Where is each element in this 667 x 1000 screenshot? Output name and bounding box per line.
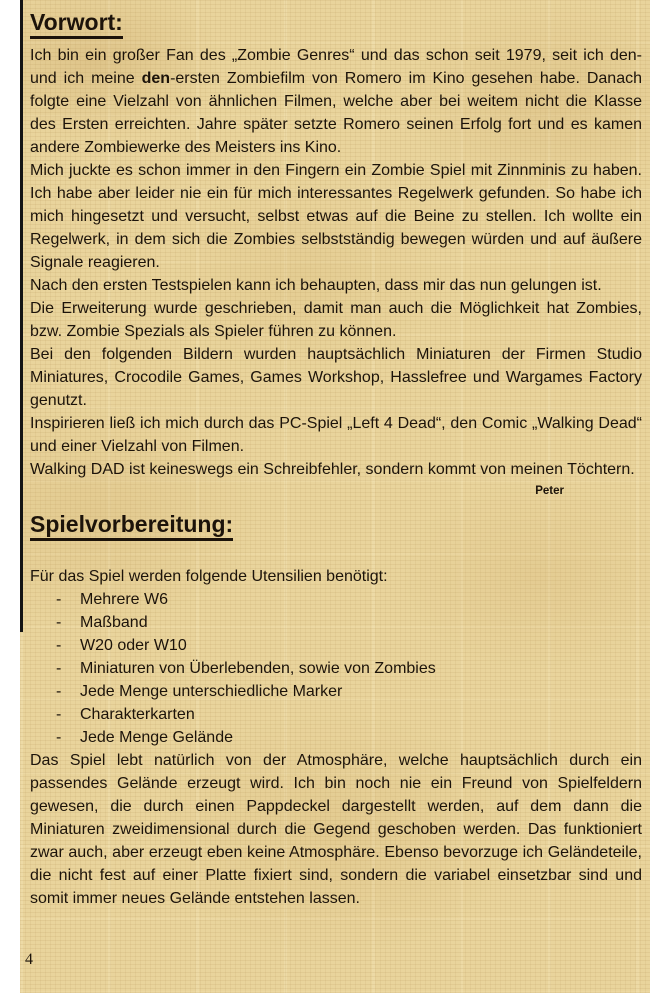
dash-marker: - <box>56 637 62 654</box>
heading-text: Vorwort: <box>30 9 123 39</box>
dash-marker: - <box>56 591 62 608</box>
vorwort-paragraph-3: Nach den ersten Testspielen kann ich behaupten, dass mir das nun gelungen ist. <box>30 277 602 294</box>
vorwort-paragraph-6: Inspirieren ließ ich mich durch das PC-Spiel „Left 4 Dead“, den Comic „Walking Dead“ und einer Vielzahl von Filmen. <box>30 415 642 455</box>
vorwort-paragraph-1 <box>30 44 642 159</box>
bold-emphasis: den <box>141 70 171 87</box>
vorwort-paragraph-5: Bei den folgenden Bildern wurden hauptsächlich Miniaturen der Firmen Studio Miniatures, Crocodile Games, Games Workshop, Hasslefree und Wargames Factory genutzt. <box>30 346 642 409</box>
list-item-text: W20 oder W10 <box>80 637 187 654</box>
list-item <box>56 680 642 703</box>
list-item-text: Jede Menge Gelände <box>80 729 233 746</box>
list-item <box>56 657 642 680</box>
list-item-text: Miniaturen von Überlebenden, sowie von Zombies <box>80 660 436 677</box>
dash-marker: - <box>56 729 62 746</box>
section-heading-spielvorbereitung <box>30 511 642 541</box>
dash-marker: - <box>56 614 62 631</box>
dash-marker: - <box>56 683 62 700</box>
paragraph-text: -ersten Zombiefilm von Romero im Kino gesehen habe. Danach folgte eine Vielzahl von ähnlichen Filmen, welche aber bei weitem nicht die Klasse des Ersten erreichten. Jahre später setzte Romero seinen Erfolg fort und es kamen andere Zombiewerke des Meisters ins Kino. <box>30 70 643 156</box>
list-item <box>56 726 642 749</box>
vorwort-paragraph-4: Die Erweiterung wurde geschrieben, damit man auch die Möglichkeit hat Zombies, bzw. Zombie Spezials als Spieler führen zu können. <box>30 300 642 340</box>
section-heading-vorwort <box>30 9 642 39</box>
list-item-text: Maßband <box>80 614 148 631</box>
utensils-intro: Für das Spiel werden folgende Utensilien benötigt: <box>30 568 388 585</box>
list-item-text: Charakterkarten <box>80 706 195 723</box>
atmosphere-paragraph: Das Spiel lebt natürlich von der Atmosphäre, welche hauptsächlich durch ein passendes Gelände erzeugt wird. Ich bin noch nie ein Freund von Spielfeldern gewesen, die durch einen Pappdeckel dargestellt werden, auf dem dann die Miniaturen zweidimensional durch die Gegend geschoben werden. Das funktioniert zwar auch, aber erzeugt eben keine Atmosphäre. Ebenso bevorzuge ich Geländeteile, die nicht fest auf einer Platte fixiert sind, sondern die variabel einsetzbar sind und somit immer neues Gelände entstehen lassen. <box>30 752 642 907</box>
signature-peter: Peter <box>535 485 564 497</box>
vorwort-paragraph-2: Mich juckte es schon immer in den Fingern ein Zombie Spiel mit Zinnminis zu haben. Ich habe aber leider nie ein für mich interessantes Regelwerk gefunden. So habe ich mich hingesetzt und versucht, selbst etwas auf die Beine zu stellen. Ich wollte ein Regelwerk, in dem sich die Zombies selbstständig bewegen würden und auf äußere Signale reagieren. <box>30 162 642 271</box>
dash-marker: - <box>56 660 62 677</box>
page-content <box>30 9 642 910</box>
list-item <box>56 611 642 634</box>
heading-text: Spielvorbereitung: <box>30 511 233 541</box>
list-item-text: Jede Menge unterschiedliche Marker <box>80 683 343 700</box>
list-item <box>56 588 642 611</box>
left-border-rule <box>20 0 23 632</box>
list-item-text: Mehrere W6 <box>80 591 169 608</box>
utensils-list <box>30 588 642 749</box>
list-item <box>56 634 642 657</box>
list-item <box>56 703 642 726</box>
page-number: 4 <box>25 951 33 968</box>
paragraph-text: Ich bin ein großer Fan des „Zombie Genres“ und das schon seit 1979, seit ich den- und ich meine <box>30 47 642 87</box>
dash-marker: - <box>56 706 62 723</box>
vorwort-paragraph-7: Walking DAD ist keineswegs ein Schreibfehler, sondern kommt von meinen Töchtern. <box>30 461 635 478</box>
